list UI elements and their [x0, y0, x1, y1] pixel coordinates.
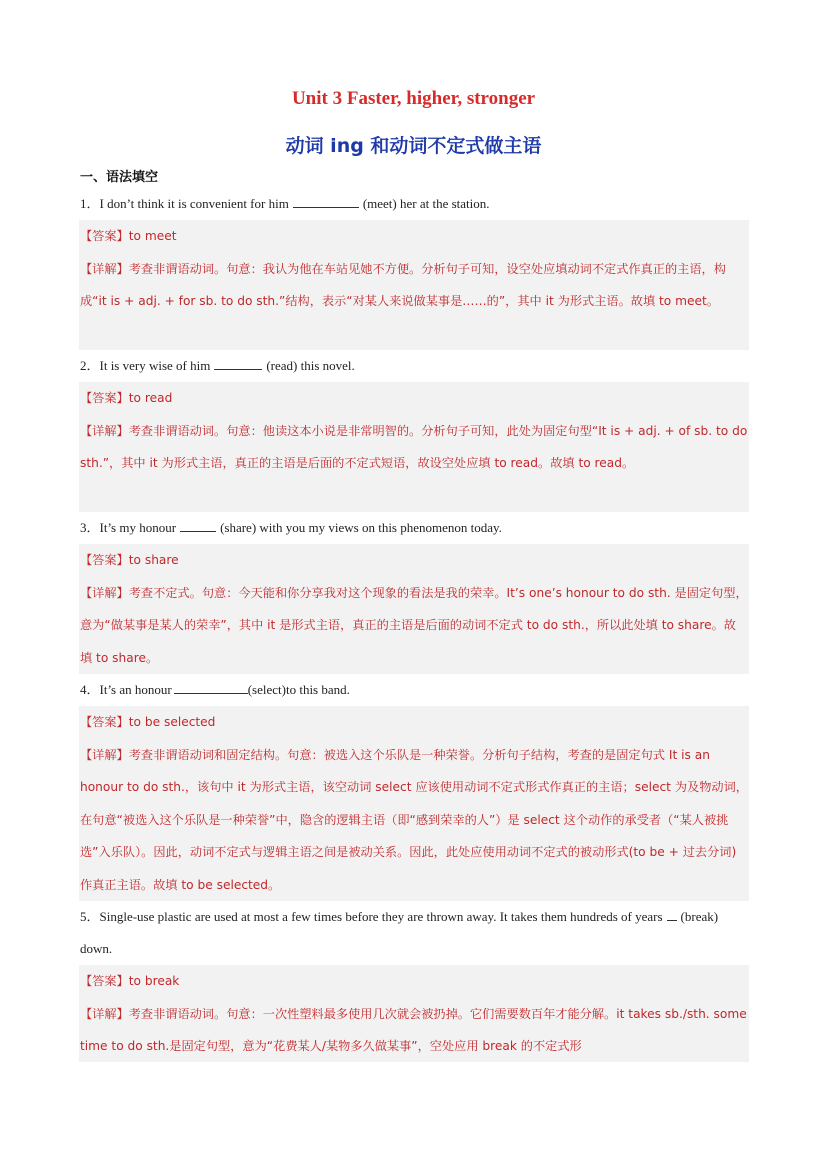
answer-blank	[293, 193, 359, 208]
question-text: 5．Single-use plastic are used at most a few times before they are thrown away. It takes them hundreds of years	[80, 909, 663, 924]
question-text: 1．I don’t think it is convenient for him	[80, 196, 289, 211]
question-1	[79, 188, 749, 220]
question-text-end: (share) with you my views on this phenomenon today.	[220, 520, 502, 535]
answer-tag: 【答案】	[80, 553, 129, 567]
explanation-box-2	[79, 382, 749, 512]
detail-tag: 【详解】	[80, 261, 129, 276]
question-text-end: (meet) her at the station.	[362, 196, 490, 211]
question-text-end: (break) down.	[80, 909, 719, 956]
detail-text: 考查非谓语动词。句意：我认为他在车站见她不方便。分析句子可知，设空处应填动词不定式作真正的主语，构成“it is + adj. + for sb. to do sth.”结构，表示“对某人来说做某事是……的”，其中 it 为形式主语。故填 to meet。	[80, 261, 726, 308]
answer-blank	[214, 355, 262, 370]
answer-tag: 【答案】	[80, 391, 129, 405]
answer-tag: 【答案】	[80, 229, 129, 243]
section-heading: 一、语法填空	[80, 170, 159, 185]
answer-blank	[667, 906, 677, 921]
answer-text: to read	[128, 391, 173, 405]
answer-blank	[180, 517, 216, 532]
question-text: 4．It’s an honour	[80, 682, 172, 697]
answer-text: to share	[128, 553, 179, 567]
page-title: Unit 3 Faster, higher, stronger	[291, 88, 536, 109]
detail-tag: 【详解】	[80, 585, 129, 600]
detail-text: 考查非谓语动词和固定结构。句意：被选入这个乐队是一种荣誉。分析句子结构，考查的是固定句式 It is an honour to do sth.，该句中 it 为形式主语，该空动词 select 应该使用动词不定式形式作真正的主语；select 为及物动词，在句意“被选入这个乐队是一种荣誉”中，隐含的逻辑主语（即“感到荣幸的人”）是 select 这个动作的承受者（“某人被挑选”入乐队）。因此，动词不定式与逻辑主语之间是被动关系。因此，此处应使用动词不定式的被动形式(to be + 过去分词)作真正主语。故填 to be selected。	[80, 747, 748, 892]
detail-text: 考查不定式。句意：今天能和你分享我对这个现象的看法是我的荣幸。It’s one’s honour to do sth. 是固定句型，意为“做某事是某人的荣幸”，其中 it 是形式主语，真正的主语是后面的动词不定式 to do sth.，所以此处填 to share。故填 to share。	[80, 585, 748, 665]
question-5	[79, 901, 749, 965]
answer-tag: 【答案】	[80, 715, 129, 729]
explanation-box-1	[79, 220, 749, 350]
question-text: 2．It is very wise of him	[80, 358, 211, 373]
answer-text: to break	[128, 974, 180, 988]
page-subtitle: 动词 ing 和动词不定式做主语	[285, 135, 542, 157]
question-text-end: (select)to this band.	[247, 682, 350, 697]
question-3	[79, 512, 749, 544]
detail-tag: 【详解】	[80, 747, 129, 762]
detail-tag: 【详解】	[80, 423, 129, 438]
answer-blank	[174, 679, 248, 694]
explanation-box-4	[79, 706, 749, 901]
answer-tag: 【答案】	[80, 974, 129, 988]
answer-text: to meet	[128, 229, 177, 243]
answer-text: to be selected	[128, 715, 216, 729]
question-text: 3．It’s my honour	[80, 520, 177, 535]
question-text-end: (read) this novel.	[266, 358, 355, 373]
question-4	[79, 674, 749, 706]
explanation-box-3	[79, 544, 749, 674]
question-list	[79, 188, 749, 1062]
detail-text: 考查非谓语动词。句意：他读这本小说是非常明智的。分析句子可知，此处为固定句型“It is + adj. + of sb. to do sth.”，其中 it 为形式主语，真正的主语是后面的不定式短语，故设空处应填 to read。故填 to read。	[80, 423, 748, 470]
question-2	[79, 350, 749, 382]
explanation-box-5	[79, 965, 749, 1062]
detail-text: 考查非谓语动词。句意：一次性塑料最多使用几次就会被扔掉。它们需要数百年才能分解。it takes sb./sth. some time to do sth.是固定句型，意为“花费某人/某物多久做某事”，空处应用 break 的不定式形	[80, 1006, 747, 1053]
detail-tag: 【详解】	[80, 1006, 129, 1021]
